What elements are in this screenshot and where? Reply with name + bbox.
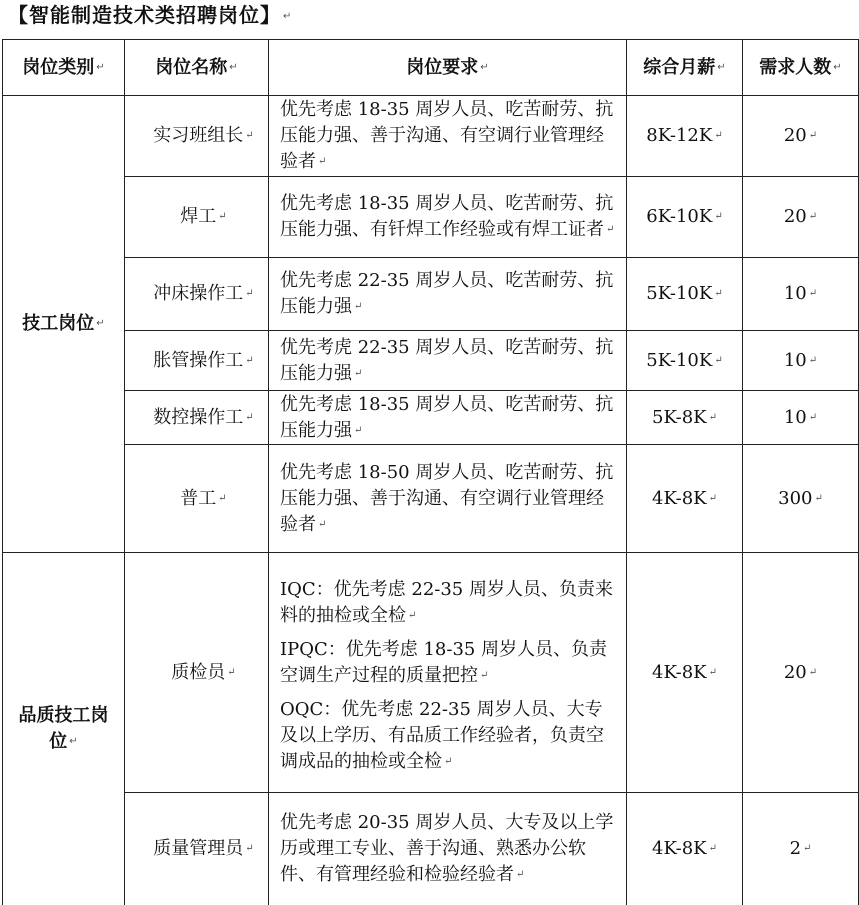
header-requirements: 岗位要求 ↵: [269, 40, 627, 96]
requirement-cell: 优先考虎 22-35 周岁人员、吃苦耐劳、抗压能力强 ↵: [269, 331, 627, 391]
header-category: 岗位类别 ↵: [3, 40, 125, 96]
header-row: [3, 40, 859, 96]
table-row: [3, 445, 859, 553]
iqc-requirement: IQC：优先考虑 22-35 周岁人员、负责来料的抽检或全检 ↵: [280, 578, 613, 626]
table-row: [3, 331, 859, 391]
requirement-cell: 优先考虑 18-35 周岁人员、吃苦耐劳、抗压能力强 ↵: [269, 391, 627, 445]
headcount-cell: 20 ↵: [743, 96, 859, 177]
table-row: [3, 391, 859, 445]
category-cell: 技工岗位 ↵: [3, 96, 125, 553]
requirement-cell: 优先考虑 20-35 周岁人员、大专及以上学历或理工专业、善于沟通、熟悉办公软件、有管理经验和检验经验者 ↵: [269, 793, 627, 905]
headcount-cell: 300 ↵: [743, 445, 859, 553]
requirement-cell: [269, 553, 627, 793]
table-row: [3, 177, 859, 258]
table-row: [3, 553, 859, 793]
ipqc-requirement: IPQC：优先考虑 18-35 周岁人员、负责空调生产过程的质量把控 ↵: [280, 638, 608, 686]
salary-cell: 5K-10K ↵: [627, 258, 743, 331]
position-name: 质检员 ↵: [125, 553, 269, 793]
requirement-cell: 优先考虑 22-35 周岁人员、吃苦耐劳、抗压能力强 ↵: [269, 258, 627, 331]
header-salary: 综合月薪 ↵: [627, 40, 743, 96]
oqc-requirement: OQC：优先考虑 22-35 周岁人员、大专及以上学历、有品质工作经验者，负责空调成品的抽检或全检 ↵: [280, 698, 604, 772]
header-headcount: 需求人数 ↵: [743, 40, 859, 96]
salary-cell: 6K-10K ↵: [627, 177, 743, 258]
requirement-cell: 优先考虑 18-35 周岁人员、吃苦耐劳、抗压能力强、善于沟通、有空调行业管理经验者 ↵: [269, 96, 627, 177]
salary-cell: 4K-8K ↵: [627, 553, 743, 793]
requirement-cell: 优先考虑 18-35 周岁人员、吃苦耐劳、抗压能力强、有钎焊工作经验或有焊工证者 ↵: [269, 177, 627, 258]
headcount-cell: 10 ↵: [743, 391, 859, 445]
recruitment-table: [2, 39, 859, 905]
headcount-cell: 10 ↵: [743, 331, 859, 391]
headcount-cell: 10 ↵: [743, 258, 859, 331]
headcount-cell: 20 ↵: [743, 177, 859, 258]
position-name: 质量管理员 ↵: [125, 793, 269, 905]
salary-cell: 4K-8K ↵: [627, 445, 743, 553]
category-cell: 品质技工岗位 ↵: [3, 553, 125, 905]
table-row: [3, 258, 859, 331]
headcount-cell: 2 ↵: [743, 793, 859, 905]
position-name: 焊工 ↵: [125, 177, 269, 258]
position-name: 冲床操作工 ↵: [125, 258, 269, 331]
salary-cell: 5K-8K ↵: [627, 391, 743, 445]
headcount-cell: 20 ↵: [743, 553, 859, 793]
page-title: 【智能制造技术类招聘岗位】 ↵: [8, 3, 293, 27]
salary-cell: 5K-10K ↵: [627, 331, 743, 391]
table-row: [3, 793, 859, 905]
position-name: 普工 ↵: [125, 445, 269, 553]
requirement-cell: 优先考虑 18-50 周岁人员、吃苦耐劳、抗压能力强、善于沟通、有空调行业管理经验者 ↵: [269, 445, 627, 553]
table-row: [3, 96, 859, 177]
salary-cell: 8K-12K ↵: [627, 96, 743, 177]
position-name: 胀管操作工 ↵: [125, 331, 269, 391]
position-name: 数控操作工 ↵: [125, 391, 269, 445]
header-position: 岗位名称 ↵: [125, 40, 269, 96]
salary-cell: 4K-8K ↵: [627, 793, 743, 905]
position-name: 实习班组长 ↵: [125, 96, 269, 177]
